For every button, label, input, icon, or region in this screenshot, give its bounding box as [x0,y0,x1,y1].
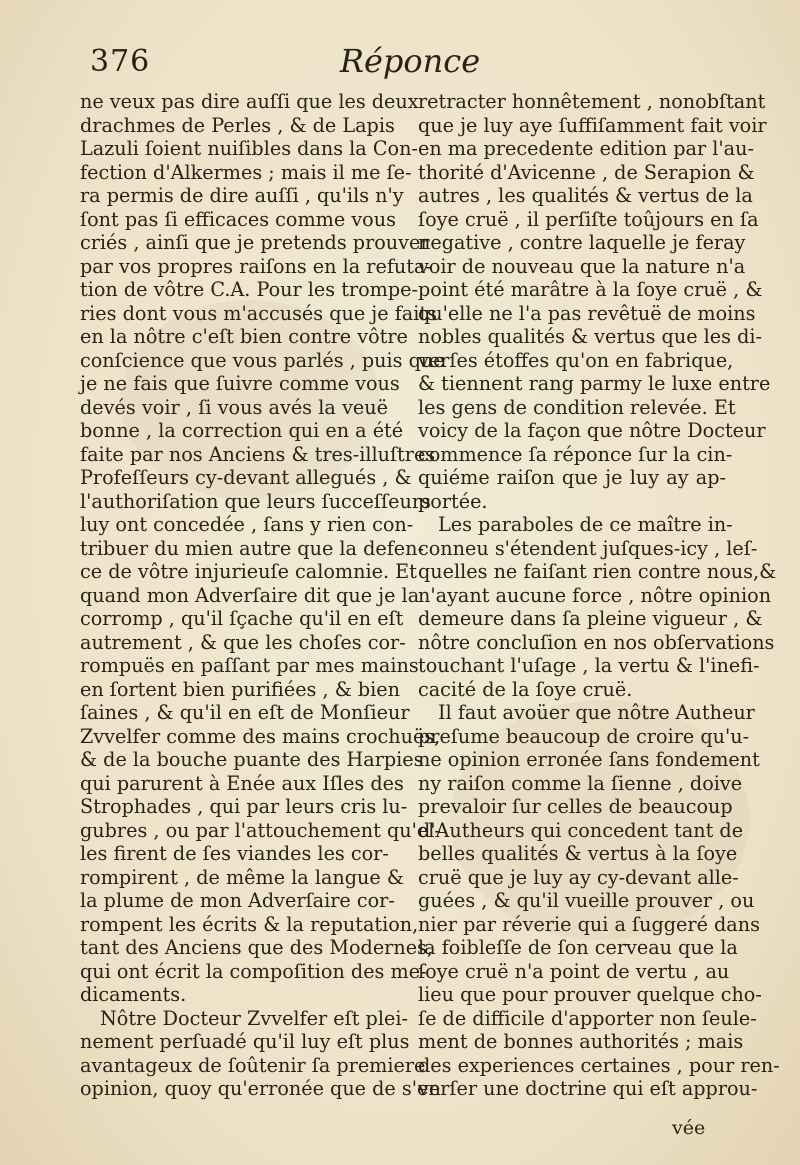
text-line: conſcience que vous parlés , puis que [80,348,445,372]
text-line: drachmes de Perles , & de Lapis [80,113,395,137]
text-line: ſoye cruë n'a point de vertu , au [418,959,730,983]
text-line: que je luy aye ſuffiſamment fait voir [418,113,767,137]
text-line: Il faut avoüer que nôtre Autheur [438,701,755,724]
text-line: quand mon Adverſaire dit que je la [80,583,420,607]
page-number: 376 [90,44,151,79]
text-line: voicy de la façon que nôtre Docteur [418,419,766,442]
text-line: nier par réverie qui a ſuggeré dans [418,912,760,936]
text-line: cruë que je luy ay cy-devant alle- [418,865,739,889]
text-line: ne veux pas dire auſſi que les deux [80,90,419,113]
text-line: ny raiſon comme la ſienne , doive [418,771,743,795]
text-line: qui parurent à Enée aux Iſles des [80,771,404,795]
text-line: quelles ne faiſant rien contre nous,& [418,560,777,583]
text-line: rompuës en paſſant par mes mains [80,654,419,677]
text-line: negative , contre laquelle je feray [418,231,746,254]
text-line: tribuer du mien autre que la defen- [80,536,425,560]
text-line: verſer une doctrine qui eſt approu- [418,1077,758,1100]
text-line: lieu que pour prouver quelque cho- [418,983,762,1006]
text-line: & tiennent rang parmy le luxe entre [418,372,771,395]
left-text-column [80,90,445,1101]
text-line: ſaines , & qu'il en eſt de Monſieur [80,701,410,724]
text-line: qui ont écrit la compoſition des me- [80,959,427,983]
text-line: Strophades , qui par leurs cris lu- [80,795,408,818]
text-line: tant des Anciens que des Modernes, [80,936,434,959]
text-line: ſont pas ſi efficaces comme vous [80,207,396,231]
text-line: les firent de ſes viandes les cor- [80,842,389,865]
text-line: & de la bouche puante des Harpies [80,748,424,771]
text-line: Zvvelfer comme des mains crochuës, [80,724,441,748]
text-line: corromp , qu'il ſçache qu'il en eſt [80,607,404,630]
text-line: en ma precedente edition par l'au- [418,137,754,160]
text-line: les gens de condition relevée. Et [418,395,736,419]
text-line: ſoye cruë , il perſiſte toûjours en ſa [418,207,759,231]
text-line: qu'elle ne l'a pas revêtuë de moins [418,301,756,325]
text-line: quiéme raiſon que je luy ay ap- [418,466,726,489]
text-line: bonne , la correction qui en a été [80,419,404,442]
text-line: rompirent , de même la langue & [80,865,404,889]
text-line: faite par nos Anciens & tres-illuſtres [80,442,436,466]
page-header [90,40,730,86]
text-line: voir de nouveau que la nature n'a [418,254,746,278]
text-line: portée. [418,489,488,513]
text-line: par vos propres raiſons en la refuta- [80,254,432,278]
text-line: tion de vôtre C.A. Pour les trompe- [80,278,418,301]
text-line: je ne fais que ſuivre comme vous [80,372,400,395]
text-line: verſes étoffes qu'on en fabrique, [418,348,734,372]
text-line: dicaments. [80,983,187,1006]
text-line: ment de bonnes authorités ; mais [418,1030,744,1053]
text-line: demeure dans ſa pleine vigueur , & [418,607,763,630]
text-line: autres , les qualités & vertus de la [418,184,753,207]
text-line: ra permis de dire auſſi , qu'ils n'y [80,184,404,207]
catchword: vée [672,1117,706,1139]
text-line: opinion, quoy qu'erronée que de s'en [80,1077,441,1100]
text-line: en la nôtre c'eſt bien contre vôtre [80,325,408,348]
text-line: conneu s'étendent juſques-icy , leſ- [418,536,758,560]
text-line: nement perſuadé qu'il luy eſt plus [80,1030,410,1053]
text-line: ſe de difficile d'apporter non ſeule- [418,1006,757,1030]
text-line: la plume de mon Adverſaire cor- [80,889,395,912]
text-line: nobles qualités & vertus que les di- [418,325,762,348]
text-line: en ſortent bien purifiées , & bien [80,677,401,701]
right-text-column [418,90,780,1101]
text-line: gubres , ou par l'attouchement qu'el- [80,818,441,842]
text-line: ries dont vous m'accusés que je faits [80,301,437,325]
text-line: cacité de la ſoye cruë. [418,677,633,701]
text-line: d'Autheurs qui concedent tant de [418,818,744,842]
text-line: n'ayant aucune force , nôtre opinion [418,583,772,607]
text-line: ne opinion erronée ſans fondement [418,748,760,771]
text-line: touchant l'uſage , la vertu & l'inefi- [418,654,760,677]
text-line: prevaloir ſur celles de beaucoup [418,795,733,818]
text-line: Les paraboles de ce maître in- [438,513,733,536]
text-line: Nôtre Docteur Zvvelfer eſt plei- [100,1006,408,1030]
text-line: guées , & qu'il vueille prouver , ou [418,889,755,912]
text-line: retracter honnêtement , nonobſtant [418,90,766,113]
text-line: thorité d'Avicenne , de Serapion & [418,160,755,184]
text-line: point été marâtre à la ſoye cruë , & [418,278,763,301]
text-line: des experiences certaines , pour ren- [418,1053,780,1077]
text-line: criés , ainſi que je pretends prouver [80,231,430,254]
running-title: Réponce [339,42,481,80]
text-line: avantageux de ſoûtenir ſa premiere [80,1053,426,1077]
text-line: belles qualités & vertus à la ſoye [418,842,738,865]
text-line: ce de vôtre injurieuſe calomnie. Et [80,560,417,583]
text-line: autrement , & que les choſes cor- [80,630,406,654]
text-line: la foibleſſe de ſon cerveau que la [418,936,738,959]
text-line: rompent les écrits & la reputation, [80,912,419,936]
text-line: fection d'Alkermes ; mais il me ſe- [80,160,412,184]
text-line: Profeſſeurs cy-devant allegués , & [80,466,412,489]
text-line: l'authoriſation que leurs ſucceſſeurs [80,489,431,513]
text-line: commence ſa réponce ſur la cin- [418,442,733,466]
text-line: devés voir , ſi vous avés la veuë [80,395,388,419]
text-line: luy ont concedée , ſans y rien con- [80,513,414,536]
text-line: Lazuli ſoient nuiſibles dans la Con- [80,137,418,160]
text-line: preſume beaucoup de croire qu'u- [418,724,750,748]
text-line: nôtre concluſion en nos obſervations [418,630,775,654]
